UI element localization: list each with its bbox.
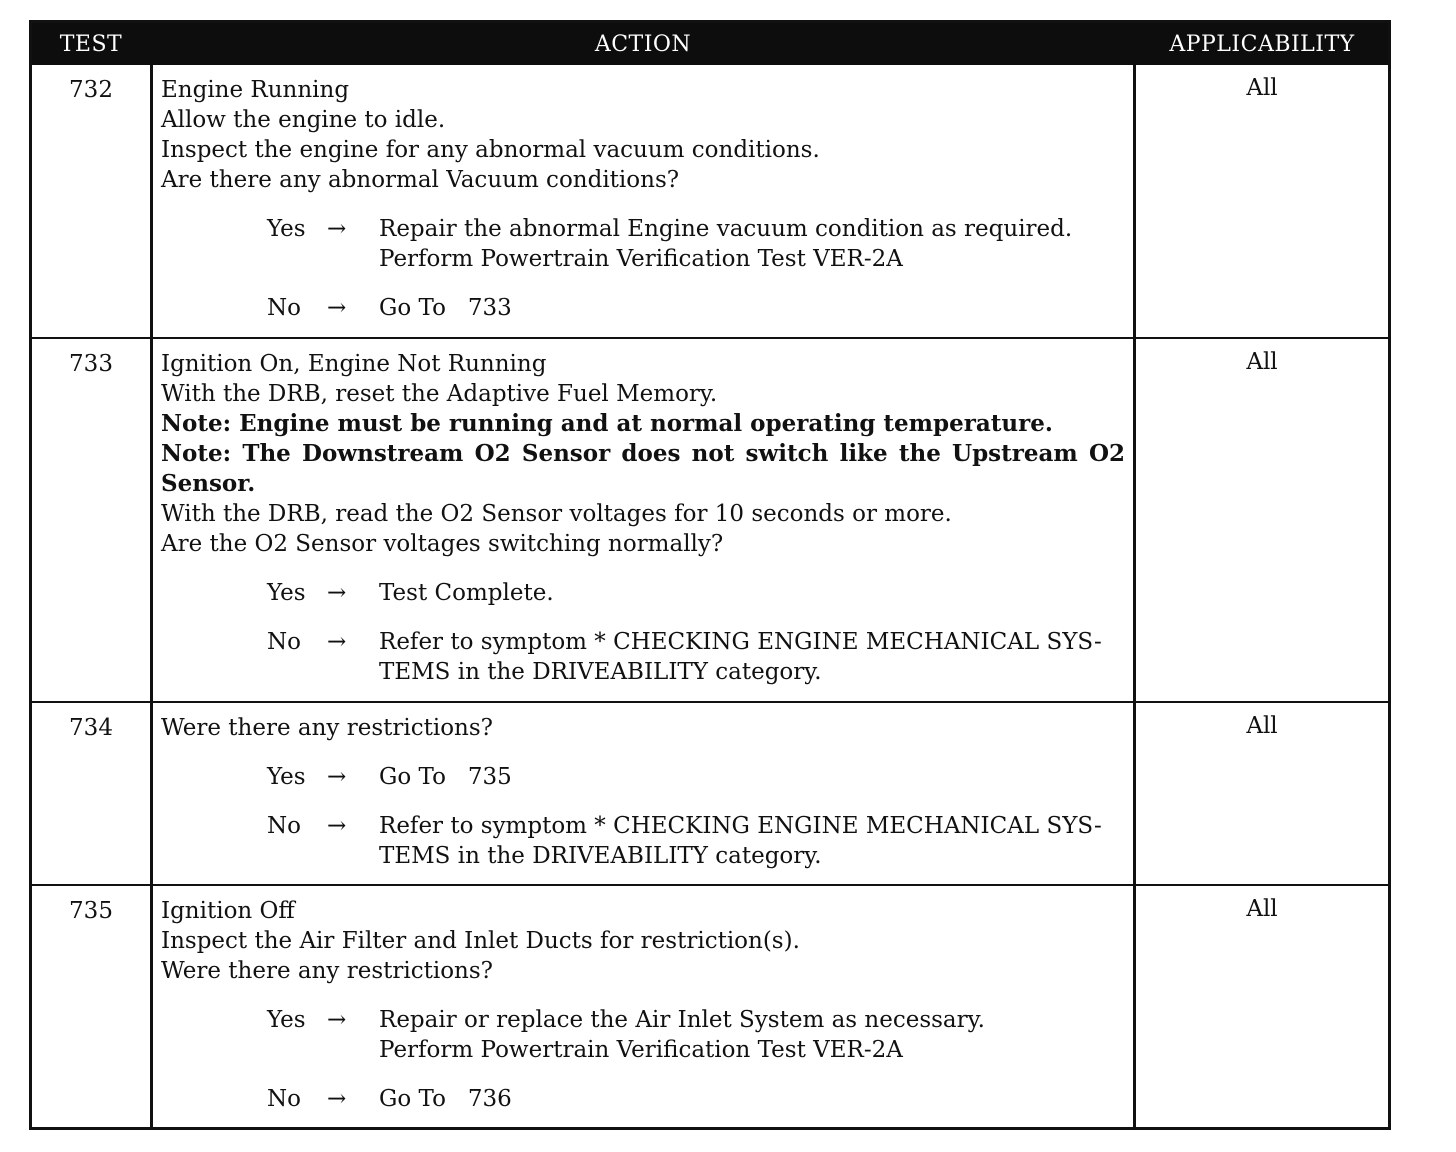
yes-result (379, 762, 1125, 792)
arrow-icon: → (327, 629, 347, 655)
no-label: No (267, 295, 301, 321)
diagnostic-test-table (29, 20, 1391, 1130)
no-label: No (267, 1086, 301, 1112)
no-result (379, 627, 1125, 687)
test-number: 735 (69, 898, 113, 924)
action-cell (150, 339, 1136, 701)
no-branch (161, 1084, 1125, 1114)
table-row (32, 701, 1388, 884)
no-branch (161, 627, 1125, 687)
applicability-value: All (1246, 896, 1278, 922)
yes-label: Yes (267, 216, 306, 242)
yes-result (379, 1005, 1125, 1065)
test-number: 732 (69, 77, 113, 103)
no-result (379, 1084, 1125, 1114)
no-result (379, 293, 1125, 323)
header-test: TEST (59, 31, 123, 57)
result-line: Go To 735 (379, 764, 512, 790)
result-line: Test Complete. (379, 580, 554, 606)
yes-label: Yes (267, 1007, 306, 1033)
action-note: Note: The Downstream O2 Sensor does not switch like the Upstream O2 Sensor. (161, 440, 1125, 497)
table-row (32, 337, 1388, 701)
action-step: Allow the engine to idle. (161, 107, 446, 133)
action-step: Were there any restrictions? (161, 715, 493, 741)
applicability-value: All (1246, 75, 1278, 101)
table-row (32, 884, 1388, 1127)
applicability-value: All (1246, 349, 1278, 375)
yes-branch (161, 762, 1125, 792)
action-step: Engine Running (161, 77, 350, 103)
action-step: Were there any restrictions? (161, 958, 493, 984)
result-line: TEMS in the DRIVEABILITY category. (379, 843, 822, 869)
yes-branch (161, 1005, 1125, 1065)
result-line: Repair the abnormal Engine vacuum condition as required. (379, 216, 1073, 242)
result-line: Go To 733 (379, 295, 512, 321)
result-line: Go To 736 (379, 1086, 512, 1112)
yes-result (379, 214, 1125, 274)
action-step: With the DRB, reset the Adaptive Fuel Memory. (161, 381, 718, 407)
action-cell (150, 886, 1136, 1127)
table-row (32, 65, 1388, 337)
action-step: Are the O2 Sensor voltages switching normally? (161, 531, 724, 557)
action-cell (150, 65, 1136, 337)
applicability-value: All (1246, 713, 1278, 739)
no-label: No (267, 629, 301, 655)
action-note: Note: Engine must be running and at normal operating temperature. (161, 410, 1053, 437)
no-branch (161, 293, 1125, 323)
no-branch (161, 811, 1125, 871)
action-step: Ignition On, Engine Not Running (161, 351, 547, 377)
table-header (32, 23, 1388, 65)
yes-result (379, 578, 1125, 608)
yes-branch (161, 214, 1125, 274)
result-line: Refer to symptom * CHECKING ENGINE MECHANICAL SYS- (379, 813, 1102, 839)
test-number: 734 (69, 715, 113, 741)
result-line: Perform Powertrain Verification Test VER-2A (379, 246, 903, 272)
header-applicability: APPLICABILITY (1169, 31, 1355, 57)
arrow-icon: → (327, 1086, 347, 1112)
yes-branch (161, 578, 1125, 608)
action-step: With the DRB, read the O2 Sensor voltages for 10 seconds or more. (161, 501, 952, 527)
arrow-icon: → (327, 764, 347, 790)
action-step: Ignition Off (161, 898, 295, 924)
action-cell (150, 703, 1136, 884)
arrow-icon: → (327, 1007, 347, 1033)
arrow-icon: → (327, 813, 347, 839)
arrow-icon: → (327, 295, 347, 321)
yes-label: Yes (267, 764, 306, 790)
no-label: No (267, 813, 301, 839)
arrow-icon: → (327, 580, 347, 606)
yes-label: Yes (267, 580, 306, 606)
result-line: TEMS in the DRIVEABILITY category. (379, 659, 822, 685)
table-body (32, 65, 1388, 1127)
result-line: Repair or replace the Air Inlet System as necessary. (379, 1007, 985, 1033)
test-number: 733 (69, 351, 113, 377)
action-step: Are there any abnormal Vacuum conditions? (161, 167, 680, 193)
action-step: Inspect the engine for any abnormal vacuum conditions. (161, 137, 820, 163)
result-line: Perform Powertrain Verification Test VER-2A (379, 1037, 903, 1063)
result-line: Refer to symptom * CHECKING ENGINE MECHANICAL SYS- (379, 629, 1102, 655)
arrow-icon: → (327, 216, 347, 242)
header-action: ACTION (594, 31, 692, 57)
no-result (379, 811, 1125, 871)
action-step: Inspect the Air Filter and Inlet Ducts for restriction(s). (161, 928, 800, 954)
